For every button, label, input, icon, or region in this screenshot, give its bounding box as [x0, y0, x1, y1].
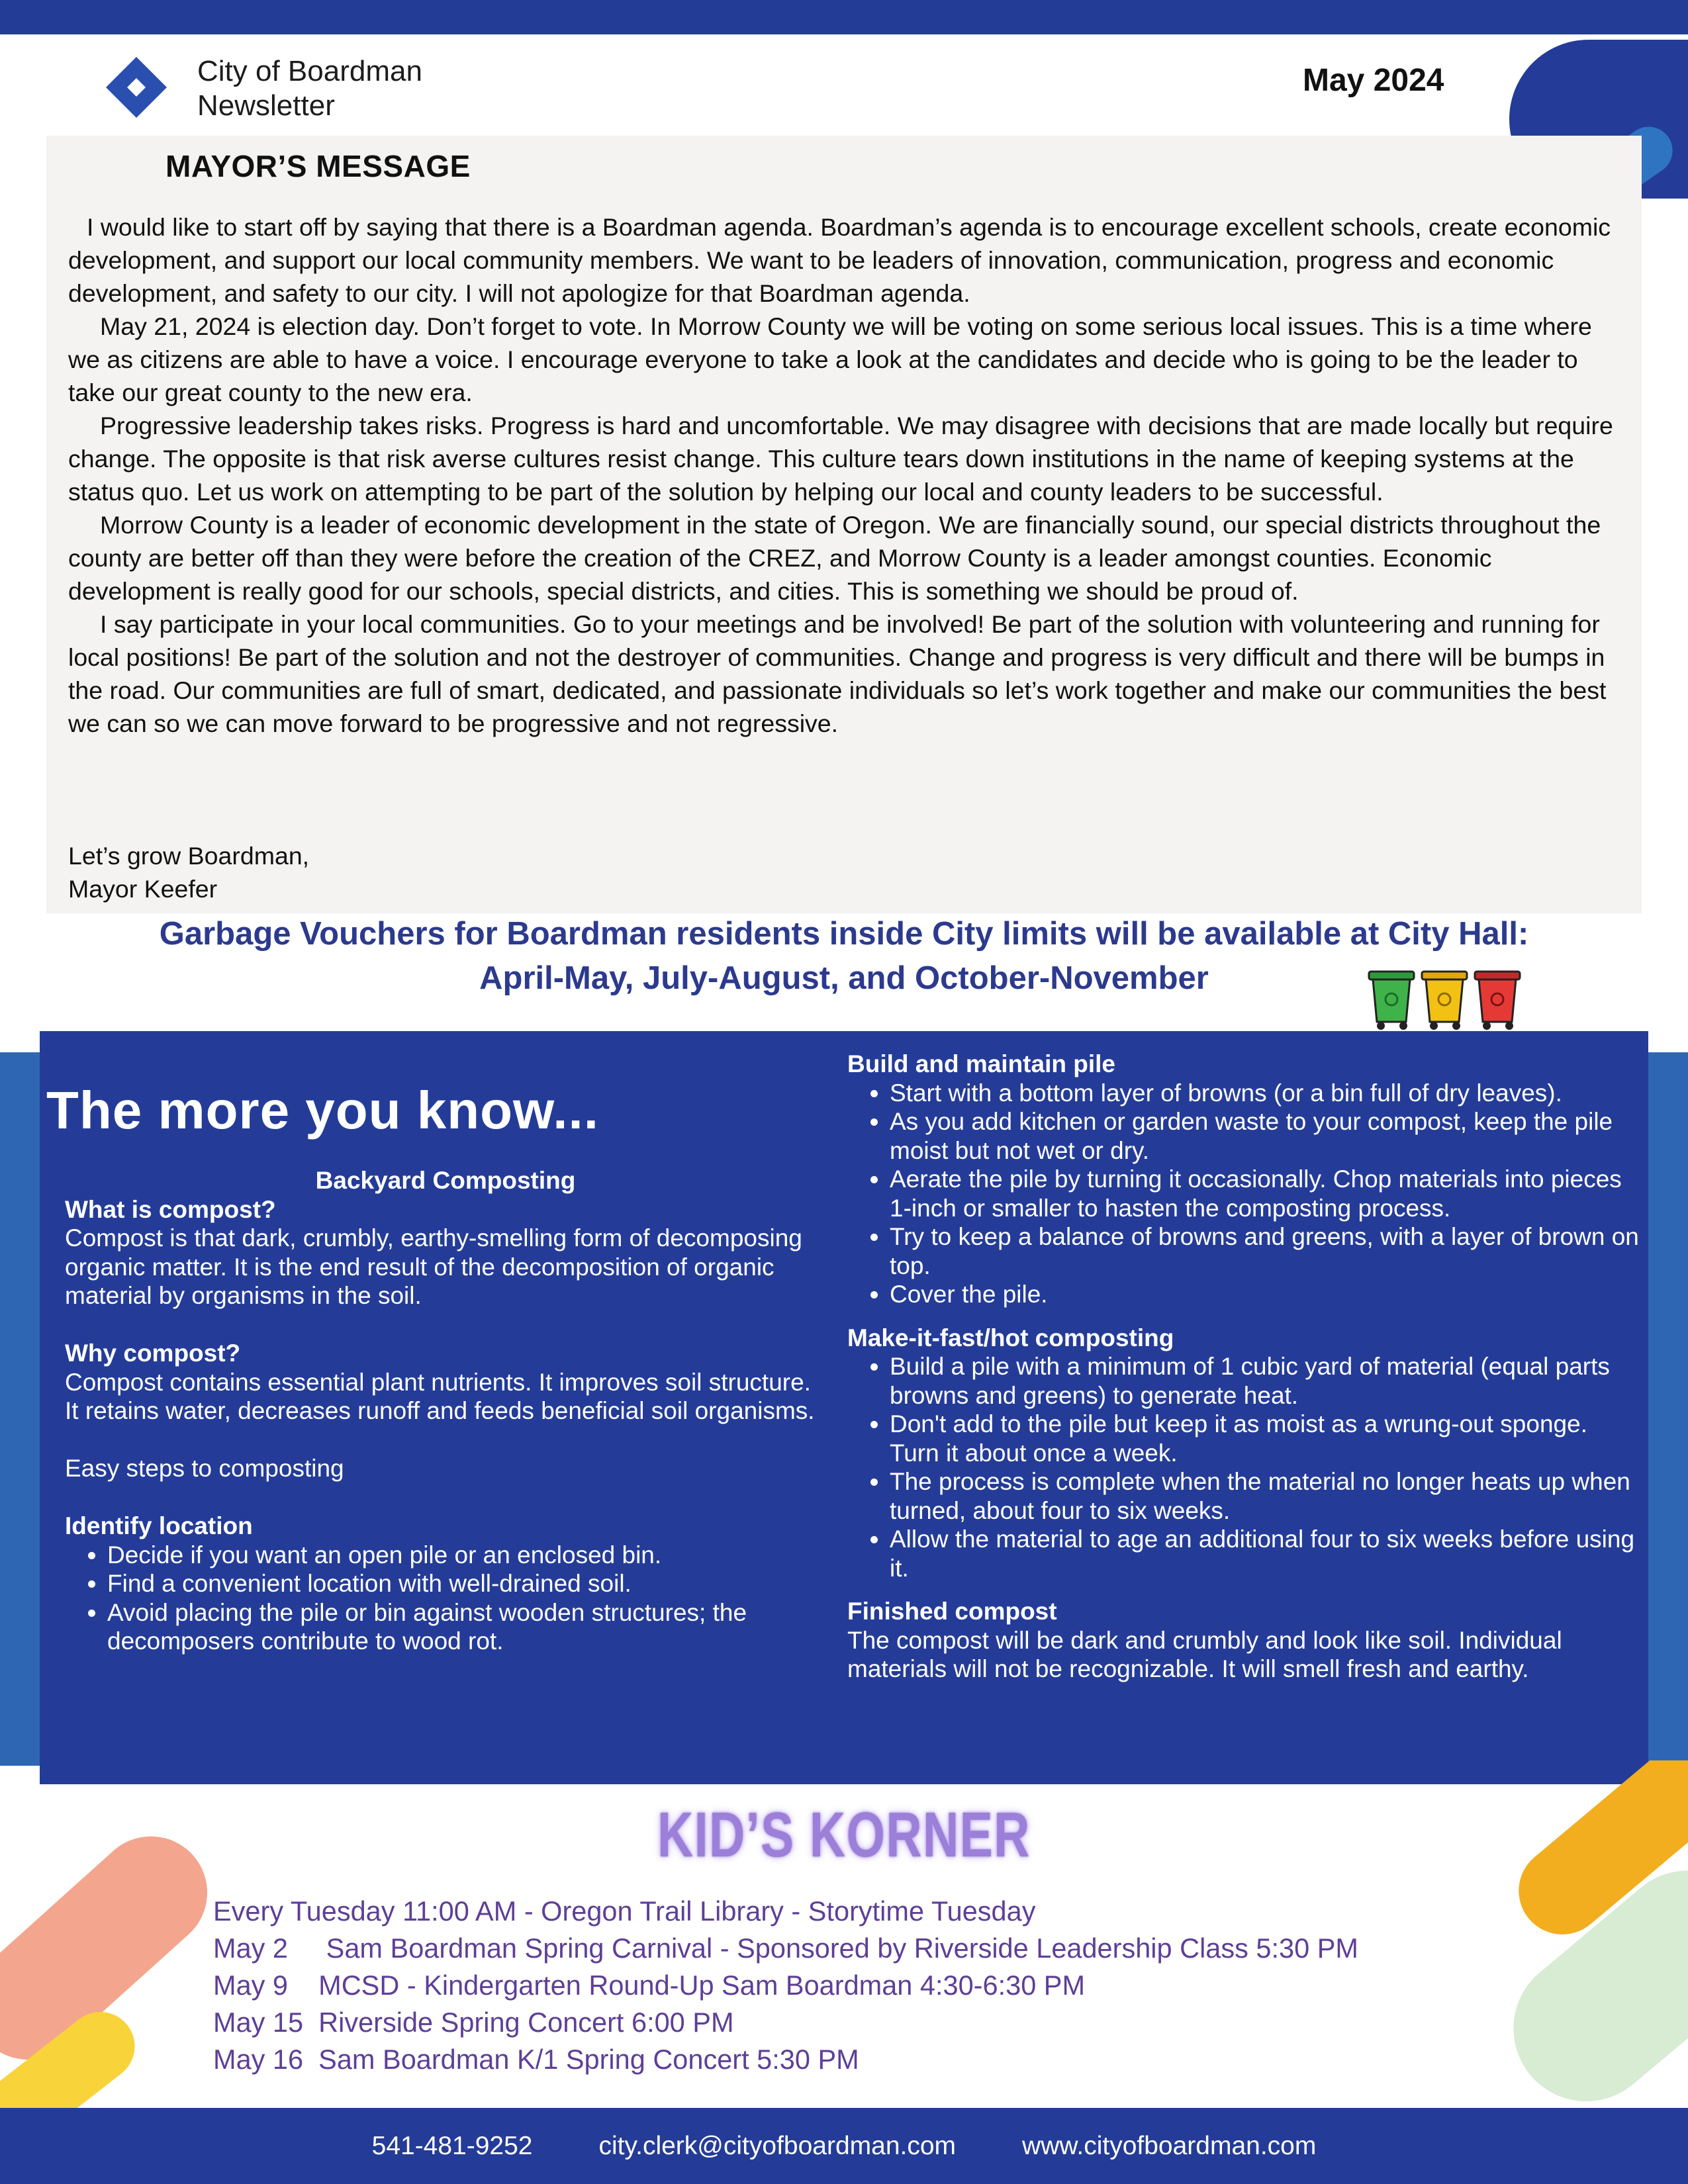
why-text: Compost contains essential plant nutrients. It improves soil structure. It retains water, decreases runoff and feeds beneficial soil organisms. [65, 1368, 815, 1424]
org-name-line2: Newsletter [197, 89, 335, 122]
why-heading: Why compost? [65, 1340, 241, 1367]
compost-subtitle: Backyard Composting [315, 1167, 576, 1194]
footer-website[interactable]: www.cityofboardman.com [1022, 2131, 1317, 2160]
location-heading: Identify location [65, 1512, 253, 1539]
list-item: • Allow the material to age an additional four to six weeks before using it. [890, 1525, 1642, 1582]
list-item: • Find a convenient location with well-drained soil. [107, 1569, 826, 1598]
voucher-line1: Garbage Vouchers for Boardman residents inside City limits will be available at City Hall: [159, 916, 1529, 952]
event-item: May 9 MCSD - Kindergarten Round-Up Sam Boardman 4:30-6:30 PM [213, 1970, 1086, 2001]
build-list [847, 1079, 1642, 1309]
location-list [65, 1541, 826, 1656]
compost-title: The more you know... [46, 1081, 599, 1140]
what-text: Compost is that dark, crumbly, earthy-smelling form of decomposing organic matter. It is the end result of the decomposition of organic material by organisms in the soil. [65, 1224, 802, 1309]
kids-korner-title: KID’S KORNER [657, 1799, 1031, 1870]
fast-list [847, 1352, 1642, 1582]
garbage-bins-icon [1365, 966, 1524, 1032]
event-item: Every Tuesday 11:00 AM - Oregon Trail Library - Storytime Tuesday [213, 1895, 1036, 1927]
mayor-signoff [68, 839, 309, 905]
mayor-paragraph: Morrow County is a leader of economic development in the state of Oregon. We are financially sound, our special districts throughout the county are better off than they were before the creation of the CREZ, and Morrow County is a leader amongst counties. Economic development is really good for our schools, special districts, and cities. This is something we should be proud of. [68, 511, 1601, 605]
list-item: • The process is complete when the material no longer heats up when turned, about four to six weeks. [890, 1467, 1642, 1525]
decor-bottom-right [1470, 1760, 1688, 2108]
fast-heading: Make-it-fast/hot composting [847, 1324, 1174, 1351]
compost-right-column [847, 1050, 1642, 1684]
city-logo-icon [105, 56, 168, 119]
event-item: May 16 Sam Boardman K/1 Spring Concert 5:30 PM [213, 2044, 859, 2075]
compost-left-column [65, 1166, 826, 1656]
build-heading: Build and maintain pile [847, 1050, 1115, 1077]
issue-date: May 2024 [1303, 63, 1444, 98]
mayor-paragraph: I would like to start off by saying that there is a Boardman agenda. Boardman’s agenda is to encourage excellent schools, create economic development, and support our local community members. We want to be leaders of innovation, communication, progress and economic development, and safety to our city. I will not apologize for that Boardman agenda. [68, 213, 1611, 307]
list-item: • Cover the pile. [890, 1280, 1642, 1309]
footer-email[interactable]: city.clerk@cityofboardman.com [598, 2131, 957, 2160]
org-name-line1: City of Boardman [197, 55, 422, 87]
org-name [197, 54, 422, 123]
finished-heading: Finished compost [847, 1598, 1057, 1625]
easy-steps-text: Easy steps to composting [65, 1455, 344, 1482]
list-item: • Avoid placing the pile or bin against wooden structures; the decomposers contribute to wood rot. [107, 1598, 826, 1656]
list-item: • Aerate the pile by turning it occasionally. Chop materials into pieces 1-inch or smaller to hasten the composting process. [890, 1165, 1642, 1222]
top-bar [0, 0, 1688, 34]
list-item: • Don't add to the pile but keep it as moist as a wrung-out sponge. Turn it about once a week. [890, 1410, 1642, 1467]
mayor-message-body [68, 210, 1617, 740]
mayor-paragraph: I say participate in your local communities. Go to your meetings and be involved! Be part of the solution with volunteering and running for local positions! Be part of the solution and not the destroyer of communities. Change and progress is very difficult and there will be bumps in the road. Our communities are full of smart, dedicated, and passionate individuals so let’s work together and make our communities the best we can so we can move forward to be progressive and not regressive. [68, 610, 1607, 737]
list-item: • Build a pile with a minimum of 1 cubic yard of material (equal parts browns and greens) to generate heat. [890, 1352, 1642, 1410]
event-item: May 2 Sam Boardman Spring Carnival - Sponsored by Riverside Leadership Class 5:30 PM [213, 1933, 1358, 1964]
list-item: • As you add kitchen or garden waste to your compost, keep the pile moist but not wet or dry. [890, 1107, 1642, 1165]
mayor-paragraph: Progressive leadership takes risks. Progress is hard and uncomfortable. We may disagree with decisions that are made locally but require change. The opposite is that risk averse cultures resist change. This culture tears down institutions in the name of keeping systems at the status quo. Let us work on attempting to be part of the solution by helping our local and county leaders to be successful. [68, 412, 1613, 506]
kids-events-list [213, 1893, 1358, 2078]
mayor-closing: Let’s grow Boardman, [68, 842, 310, 870]
finished-text: The compost will be dark and crumbly and look like soil. Individual materials will not be recognizable. It will smell fresh and earthy. [847, 1626, 1562, 1682]
mayor-paragraph: May 21, 2024 is election day. Don’t forget to vote. In Morrow County we will be voting on some serious local issues. This is a time where we as citizens are able to have a voice. I encourage everyone to take a look at the candidates and decide who is going to be the leader to take our great county to the new era. [68, 312, 1592, 406]
list-item: • Start with a bottom layer of browns (or a bin full of dry leaves). [890, 1079, 1642, 1108]
mayor-signature: Mayor Keefer [68, 875, 218, 903]
mayor-heading: MAYOR’S MESSAGE [165, 149, 471, 183]
list-item: • Try to keep a balance of browns and greens, with a layer of brown on top. [890, 1222, 1642, 1280]
list-item: • Decide if you want an open pile or an enclosed bin. [107, 1541, 826, 1570]
footer-phone[interactable]: 541-481-9252 [371, 2131, 533, 2160]
voucher-line2: April-May, July-August, and October-November [479, 960, 1209, 996]
footer [0, 2108, 1688, 2184]
what-heading: What is compost? [65, 1195, 276, 1223]
event-item: May 15 Riverside Spring Concert 6:00 PM [213, 2007, 734, 2038]
